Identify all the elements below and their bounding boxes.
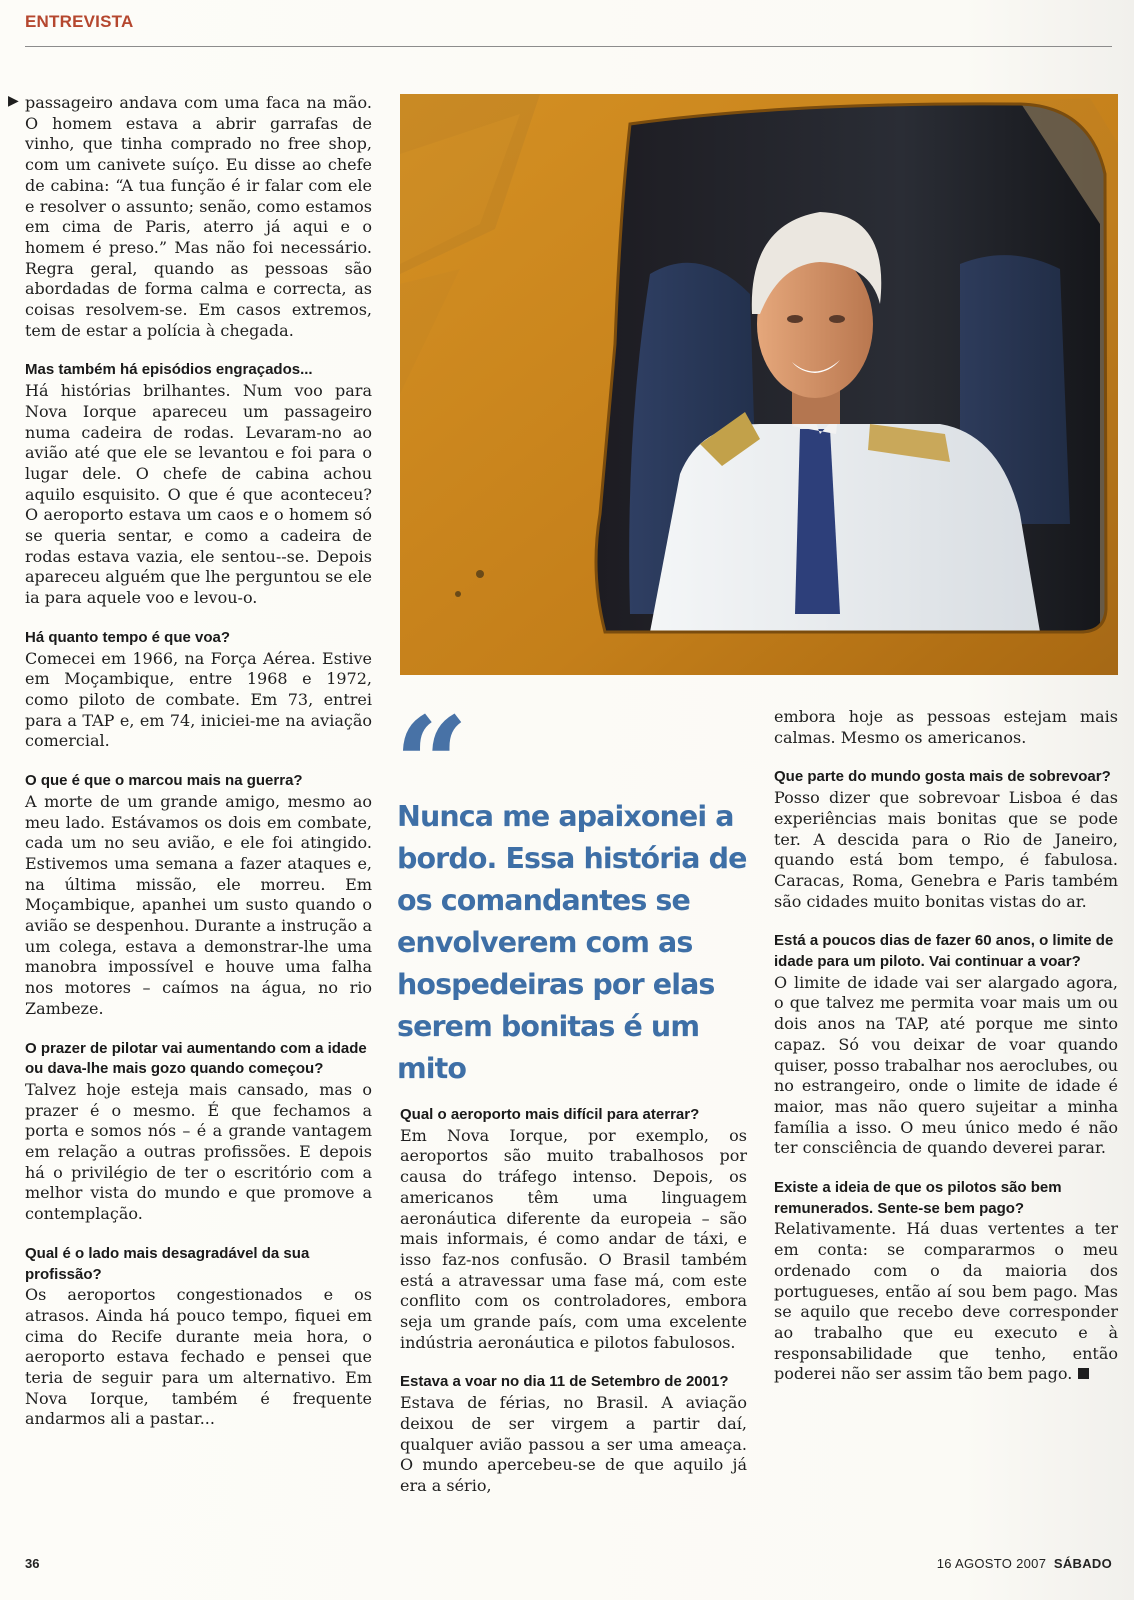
quote-mark-icon: “ — [394, 688, 461, 841]
interview-question: O prazer de pilotar vai aumentando com a idade ou dava-lhe mais gozo quando começou? — [25, 1039, 367, 1078]
pull-quote: Nunca me apaixonei a bordo. Essa história de os comandantes se envolverem com as hospedeiras por elas serem bonitas é um mito — [397, 800, 747, 1085]
final-paragraph-text: Relativamente. Há duas vertentes a ter em conta: se compararmos o meu ordenado com o da maioria dos portugueses, então aí sou bem pago. Mas se aquilo que recebo deve corresponder ao trabalho que eu executo e à responsabilidade que tenho, então poderei não ser assim tão bem pago. — [774, 1219, 1118, 1384]
body-paragraph: Posso dizer que sobrevoar Lisboa é das experiências mais bonitas que se pode ter. A descida para o Rio de Janeiro, quando está bom tempo, é fabulosa. Caracas, Roma, Genebra e Paris também são cidades muito bonitas vistas do ar. — [774, 788, 1118, 911]
interview-question: Estava a voar no dia 11 de Setembro de 2001? — [400, 1373, 729, 1391]
end-square-icon — [1078, 1368, 1089, 1379]
article-column-1 — [25, 93, 372, 1449]
article-column-2 — [400, 1105, 747, 1516]
body-paragraph: A morte de um grande amigo, mesmo ao meu lado. Estávamos os dois em combate, cada um no seu avião, e ele foi atingido. Estivemos uma semana a fazer ataques e, na última missão, ele morreu. Em Moçambique, apanhei um susto quando o avião se despenhou. Durante a instrução a um colega, estava a demonstrar-lhe uma manobra impossível e houve uma falha nos motores – caímos na água, no rio Zambeze. — [25, 791, 372, 1018]
interview-question: Existe a ideia de que os pilotos são bem remunerados. Sente-se bem pago? — [774, 1179, 1062, 1217]
interview-question: Qual é o lado mais desagradável da sua profissão? — [25, 1244, 310, 1283]
header-divider — [25, 46, 1112, 47]
interview-question: Qual o aeroporto mais difícil para aterrar? — [400, 1106, 700, 1123]
body-paragraph: Talvez hoje esteja mais cansado, mas o prazer é o mesmo. É que fechamos a porta e somos nós – é a grande vantagem em relação a outras profissões. E depois há o privilégio de ter o escritório com a melhor vista do mundo e que promove a contemplação. — [25, 1079, 372, 1224]
interview-question: O que é que o marcou mais na guerra? — [25, 772, 303, 790]
footer-issue-info — [937, 1556, 1112, 1571]
article-column-3 — [774, 707, 1118, 1404]
body-paragraph: O limite de idade vai ser alargado agora, o que talvez me permita voar mais um ou dois anos na TAP, até porque me sinto capaz. Só vou deixar de voar quando quiser, posso trabalhar nos aeroclubes, ou no estrangeiro, onde o limite de idade é maior, mas não quero sujeitar a minha família a isso. O meu único medo é não ter consciência de quando deverei parar. — [774, 972, 1118, 1158]
body-paragraph: Estava de férias, no Brasil. A aviação deixou de ser virgem a partir daí, qualquer avião passou a ser uma ameaça. O mundo apercebeu-se de que aquilo já era a sério, — [400, 1393, 747, 1495]
body-paragraph: Os aeroportos congestionados e os atrasos. Ainda há pouco tempo, fiquei em cima do Recife durante meia hora, o aeroporto estava fechado e pensei que teria de seguir para um alternativo. Em Nova Iorque, também é frequente andarmos ali a pastar... — [25, 1285, 372, 1429]
pilot-photo — [400, 94, 1118, 675]
body-paragraph: Em Nova Iorque, por exemplo, os aeroportos são muito trabalhosos por causa do tráfego intenso. Depois, os americanos têm uma linguagem aeronáutica diferente da europeia – são mais informais, é como andar de táxi, e isso faz-nos confusão. O Brasil também está a atravessar uma fase má, com este conflito com os controladores, embora seja um grande país, com uma excelente indústria aeronáutica e pilotos fabulosos. — [400, 1125, 747, 1352]
body-paragraph: embora hoje as pessoas estejam mais calmas. Mesmo os americanos. — [774, 707, 1118, 747]
interview-question: Está a poucos dias de fazer 60 anos, o limite de idade para um piloto. Vai continuar a voar? — [774, 932, 1114, 971]
page-number: 36 — [25, 1556, 40, 1571]
magazine-name: SÁBADO — [1053, 1556, 1112, 1571]
body-paragraph: passageiro andava com uma faca na mão. O homem estava a abrir garrafas de vinho, que tinha comprado no free shop, com um canivete suíço. Eu disse ao chefe de cabina: “A tua função é ir falar com ele e resolver o assunto; senão, como estamos em cima de Paris, aterro já aqui e o homem é preso.” Mas não foi necessário. Regra geral, quando as pessoas são abordadas de forma calma e correcta, as coisas resolvem-se. Em casos extremos, tem de estar a polícia à chegada. — [25, 93, 372, 340]
body-paragraph: Há histórias brilhantes. Num voo para Nova Iorque apareceu um passageiro numa cadeira de rodas. Levaram-no ao avião até que ele se levantou e foi para o lugar dele. O chefe de cabina achou aquilo esquisito. O que é que aconteceu? O aeroporto estava um caos e o homem só se queria sentar, e como a cadeira de rodas estava vazia, ele sentou--se. Depois apareceu alguém que lhe perguntou se ele ia para aquele voo e levou-o. — [25, 381, 372, 608]
triangle-right-icon: ▶ — [8, 93, 19, 109]
section-label: ENTREVISTA — [25, 12, 134, 31]
issue-date: 16 AGOSTO 2007 — [936, 1556, 1047, 1571]
interview-question: Que parte do mundo gosta mais de sobrevoar? — [774, 768, 1111, 786]
interview-question: Há quanto tempo é que voa? — [25, 628, 231, 646]
interview-question: Mas também há episódios engraçados... — [25, 361, 313, 379]
body-paragraph: Comecei em 1966, na Força Aérea. Estive em Moçambique, entre 1968 e 1972, como piloto de combate. Em 73, entrei para a TAP e, em 74, iniciei-me na aviação comercial. — [25, 648, 372, 751]
pilot-in-cockpit-illustration — [400, 94, 1118, 675]
body-paragraph — [774, 1219, 1118, 1385]
